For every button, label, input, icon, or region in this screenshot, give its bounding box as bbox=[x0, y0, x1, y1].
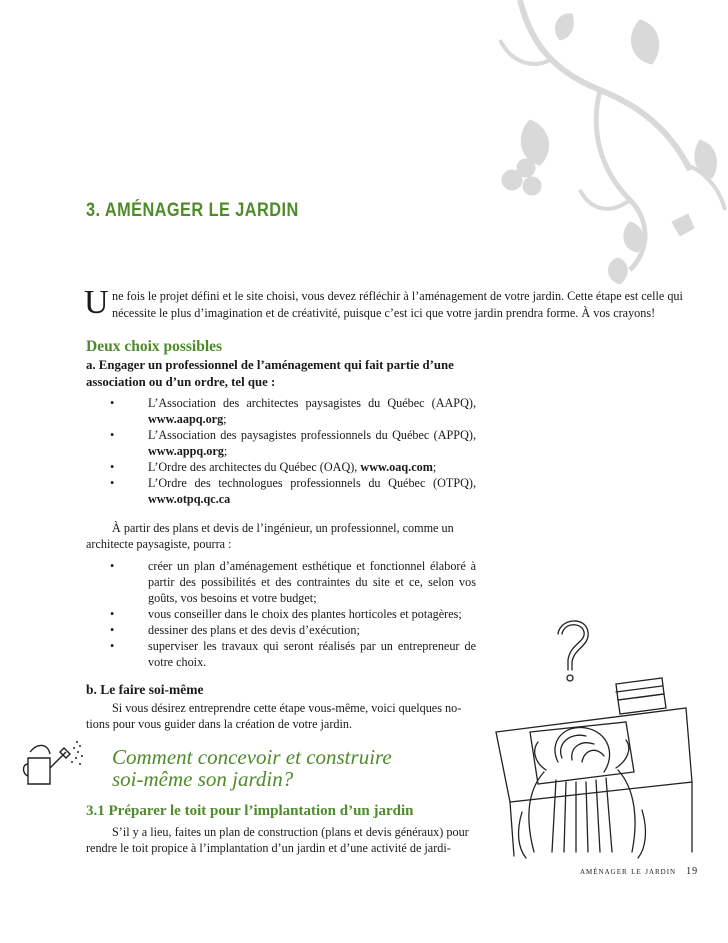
associations-list bbox=[86, 395, 476, 507]
list-item bbox=[86, 558, 476, 606]
association-link[interactable]: www.otpq.qc.ca bbox=[148, 492, 231, 506]
watering-can-icon bbox=[20, 738, 84, 788]
bullet: • bbox=[110, 460, 115, 474]
paragraph-line-2: rendre le toit propice à l’implantation d’un jardin et d’une activité de jardi- bbox=[86, 841, 451, 855]
list-item bbox=[86, 459, 476, 475]
section-heading-3-1: 3.1 Préparer le toit pour l’implantation d’un jardin bbox=[86, 803, 414, 819]
subheading-a-line-2: association ou d’un ordre, tel que : bbox=[86, 375, 276, 389]
bullet: • bbox=[110, 639, 115, 653]
association-text: L’Ordre des technologues professionnels du Québec (OTPQ), bbox=[148, 476, 476, 490]
intro-line-1: ne fois le projet défini et le site choisi, vous devez réfléchir à l’aménagement de votre jardin. Cette étape est celle qui bbox=[112, 289, 683, 303]
question-line-1: Comment concevoir et construire bbox=[112, 745, 392, 769]
drop-cap: U bbox=[84, 284, 109, 321]
bullet: • bbox=[110, 396, 115, 410]
question-line-2: soi-même son jardin? bbox=[112, 767, 294, 791]
person-at-desk-sketch-icon bbox=[486, 612, 696, 860]
list-item bbox=[86, 395, 476, 427]
question-heading bbox=[112, 746, 392, 790]
chapter-title: 3. AMÉNAGER LE JARDIN bbox=[86, 200, 299, 221]
association-text: L’Association des architectes paysagistes du Québec (AAPQ), bbox=[148, 396, 476, 410]
list-item bbox=[86, 427, 476, 459]
intro-line-2: nécessite le plus d’imagination et de créativité, puisque c’est ici que votre jardin prendra forme. À vos crayons! bbox=[112, 306, 656, 320]
subheading-b: b. Le faire soi-même bbox=[86, 682, 204, 697]
list-item bbox=[86, 622, 476, 638]
paragraph-line-2: tions pour vous guider dans la création de votre jardin. bbox=[86, 717, 353, 731]
task-text: dessiner des plans et des devis d’exécution; bbox=[148, 623, 360, 637]
association-text: L’Ordre des architectes du Québec (OAQ), bbox=[148, 460, 358, 474]
task-text: vous conseiller dans le choix des plantes horticoles et potagères; bbox=[148, 607, 462, 621]
paragraph-line-1: S’il y a lieu, faites un plan de construction (plans et devis généraux) pour bbox=[112, 825, 469, 839]
question-mark-icon bbox=[558, 621, 588, 681]
association-link[interactable]: www.oaq.com bbox=[360, 460, 433, 474]
paragraph-line-1: À partir des plans et devis de l’ingénieur, un professionnel, comme un bbox=[112, 521, 454, 535]
bullet: • bbox=[110, 559, 115, 573]
paragraph-professionnel bbox=[86, 520, 476, 552]
paragraph-line-2: architecte paysagiste, pourra : bbox=[86, 537, 232, 551]
punctuation: ; bbox=[223, 412, 227, 426]
punctuation: ; bbox=[432, 460, 437, 474]
list-item bbox=[86, 638, 476, 670]
page-footer bbox=[580, 866, 698, 877]
paragraph-toit bbox=[86, 824, 476, 856]
task-text: créer un plan d’aménagement esthétique et fonctionnel élaboré à partir des possibilités et des contraintes du site et ce, selon vos goûts, vos besoins et votre budget; bbox=[148, 559, 476, 605]
tasks-list bbox=[86, 558, 476, 670]
list-item bbox=[86, 475, 476, 507]
bullet: • bbox=[110, 476, 115, 490]
section-heading-deux-choix: Deux choix possibles bbox=[86, 338, 223, 355]
paragraph-line-1: Si vous désirez entreprendre cette étape vous-même, voici quelques no- bbox=[112, 701, 462, 715]
association-link[interactable]: www.appq.org bbox=[148, 444, 224, 458]
punctuation: ; bbox=[223, 444, 228, 458]
paragraph-soi-meme bbox=[86, 700, 476, 732]
subheading-a-line-1: a. Engager un professionnel de l’aménagement qui fait partie d’une bbox=[86, 358, 454, 372]
bullet: • bbox=[110, 428, 115, 442]
task-text: superviser les travaux qui seront réalisés par un entrepreneur de votre choix. bbox=[148, 639, 476, 669]
list-item bbox=[86, 606, 476, 622]
page-number: 19 bbox=[686, 866, 699, 877]
running-title: aménager le jardin bbox=[580, 866, 677, 877]
bullet: • bbox=[110, 623, 115, 637]
vine-decoration-icon bbox=[300, 0, 728, 300]
association-text: L’Association des paysagistes professionnels du Québec (APPQ), bbox=[148, 428, 476, 442]
association-link[interactable]: www.aapq.org bbox=[148, 412, 224, 426]
bullet: • bbox=[110, 607, 115, 621]
